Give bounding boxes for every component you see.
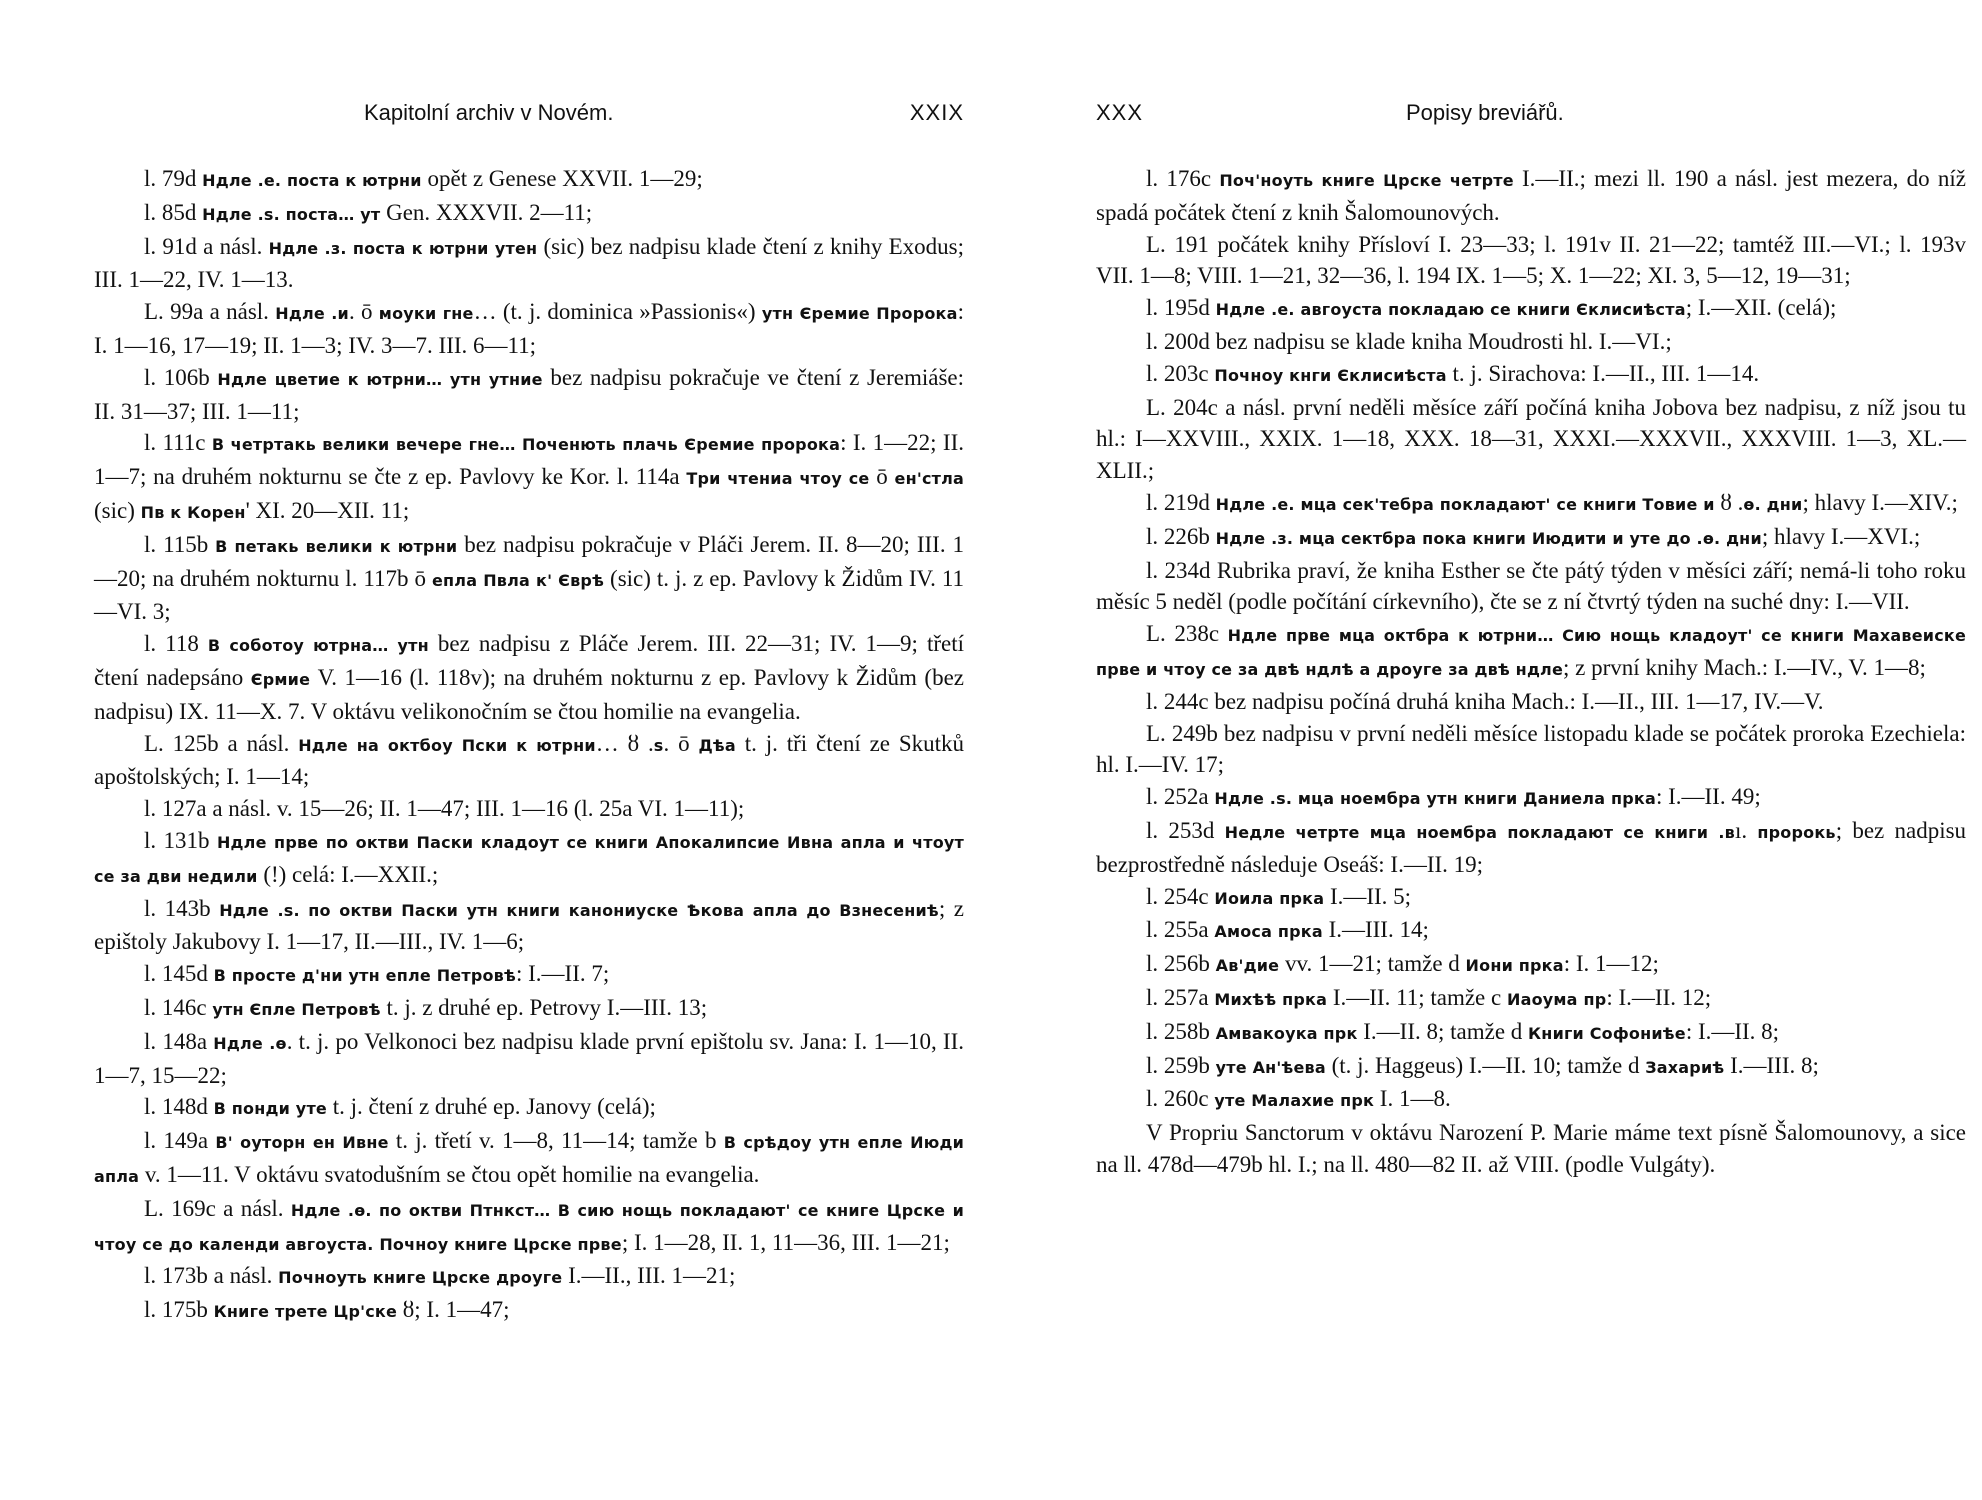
slavonic-text: Амоса прка <box>1214 922 1323 942</box>
slavonic-text: Книги Софониѣе <box>1528 1023 1686 1043</box>
left-running-head <box>94 100 964 130</box>
paragraph: l. 146c утн Єпле Петровѣ t. j. z druhé ep. Petrovy I.—III. 13; <box>144 994 708 1020</box>
paragraph: l. 203c Почноу кнги Єклисиѣста t. j. Sirachova: I.—II., III. 1—14. <box>1146 360 1760 386</box>
paragraph: l. 256b Ав'дие vv. 1—21; tamže d Иони прка: I. 1—12; <box>1146 951 1659 977</box>
paragraph: l. 111c В четртакь велики вечере гне… Поченють плачь Єремие пророка: I. 1—22; II. 1—7; na druhém nokturnu se čte z ep. Pavlovy ke Kor. l. 114a Три чтениа чтоу се ō ен'стла (sic) Пв к Корен' XI. 20—XII. 11; <box>94 430 965 523</box>
paragraph: L. 169c a násl. Ндле .ѳ. по октви Птнкст… В сию нощь покладают' се книге Црске и чтоу се до календи авгоуста. Почноу книге Црске прве; I. 1—28, II. 1, 11—36, III. 1—21; <box>94 1195 964 1255</box>
slavonic-text: епла Пвла к' Єврѣ <box>431 570 605 590</box>
slavonic-text: ен'стла <box>894 469 965 489</box>
slavonic-text: Ндле .ѳ <box>213 1033 287 1053</box>
slavonic-text: Книге трете Цр'ске <box>213 1302 398 1322</box>
paragraph: L. 204c a násl. první neděli měsíce září počíná kniha Jobova bez nadpisu, z níž jsou tu hl.: I—XXVIII., XXIX. 1—18, XXX. 18—31, XXXI.—XXXVII., XXXVIII. 1—3, XL.—XLII.; <box>1096 394 1966 484</box>
slavonic-text: утн Єремие Пророка <box>761 304 958 324</box>
paragraph: L. 125b a násl. Ндле на октбоу Пски к ютрни… ȣ .ѕ. ō Дѣа t. j. tři čtení ze Skutků apoštolských; I. 1—14; <box>94 730 965 790</box>
paragraph: l. 127a a násl. v. 15—26; II. 1—47; III. 1—16 (l. 25a VI. 1—11); <box>144 796 745 822</box>
slavonic-text: Захариѣ <box>1645 1057 1725 1077</box>
slavonic-text: Пв к Корен <box>140 502 246 522</box>
slavonic-text: Ндле .е. поста к ютрни <box>202 171 422 190</box>
paragraph: l. 143b Ндле .ѕ. по октви Паски утн книги канониуске Ѣкова апла до Взнесениѣ; z epištoly Jakubovy I. 1—17, II.—III., IV. 1—6; <box>94 895 964 955</box>
slavonic-text: Почноу кнги Єклисиѣста <box>1214 365 1447 385</box>
slavonic-text: В' оуторн ен Ивне <box>215 1133 389 1153</box>
paragraph: l. 149a В' оуторн ен Ивне t. j. třetí v. 1—8, 11—14; tamže b В срѣдоу утн епле Июди апла v. 1—11. V oktávu svatodušním se čtou opět homilie na evangelia. <box>94 1128 964 1187</box>
slavonic-text: Єрмие <box>250 669 311 689</box>
paragraph: l. 115b В петакь велики к ютрни bez nadpisu pokračuje v Pláči Jerem. II. 8—20; III. 1—20; na druhém nokturnu l. 117b ō епла Пвла к' Єврѣ (sic) t. j. z ep. Pavlovy k Židům IV. 11—VI. 3; <box>94 531 964 625</box>
slavonic-text: Ндле .и <box>275 304 349 324</box>
paragraph: l. 148d В понди уте t. j. čtení z druhé ep. Janovy (celá); <box>144 1094 656 1120</box>
slavonic-text: Ндле прве по октви Паски кладоут се книги Апокалипсие Ивна апла и чтоут се за дви недили <box>94 832 965 886</box>
paragraph: l. 257a Михѣѣ прка I.—II. 11; tamže c Иаоума пр: I.—II. 12; <box>1146 984 1712 1010</box>
slavonic-text: В соботоу ютрна… утн <box>207 636 429 656</box>
right-page-title: Popisy breviářů. <box>1406 100 1564 125</box>
paragraph: l. 145d В просте д'ни утн епле Петровѣ: I.—II. 7; <box>144 961 610 987</box>
left-page <box>94 0 964 1500</box>
slavonic-text: ѳ. дни <box>1743 494 1803 514</box>
slavonic-text: Ндле на октбоу Пски к ютрни <box>298 735 596 755</box>
paragraph: l. 234d Rubrika praví, že kniha Esther se čte pátý týden v měsíci září; nemá-li toho roku měsíc 5 neděl (podle počítání církevního), čte se z ní čtvrtý týden na suché dny: I.—VII. <box>1096 557 1966 615</box>
slavonic-text: В просте д'ни утн епле Петровѣ <box>213 966 516 986</box>
slavonic-text: В четртакь велики вечере гне… Поченють плачь Єремие пророка <box>211 435 841 455</box>
slavonic-text: Почноуть книге Црске дроуге <box>278 1268 563 1288</box>
slavonic-text: моуки гне <box>378 304 474 324</box>
slavonic-text: Ав'дие <box>1215 956 1280 976</box>
slavonic-text: ѕ <box>653 735 664 755</box>
slavonic-text: В понди уте <box>213 1099 327 1119</box>
slavonic-text: Иони прка <box>1465 956 1564 976</box>
left-page-text <box>94 163 964 1328</box>
slavonic-text: Ндле .е. мца сек'тебра покладают' се книги Товие и <box>1215 494 1715 514</box>
paragraph: l. 252a Ндле .ѕ. мца ноембра утн книги Даниела прка: I.—II. 49; <box>1146 784 1761 810</box>
paragraph: l. 195d Ндле .е. авгоуста покладаю се книги Єклисиѣста; I.—XII. (celá); <box>1146 295 1837 321</box>
paragraph: l. 91d a násl. Ндле .з. поста к ютрни утен (sic) bez nadpisu klade čtení z knihy Exodus; III. 1—22, IV. 1—13. <box>94 233 964 293</box>
paragraph: l. 173b a násl. Почноуть книге Црске дроуге I.—II., III. 1—21; <box>144 1263 736 1289</box>
slavonic-text: Ндле .ѕ. мца ноембра утн книги Даниела прка <box>1214 789 1656 809</box>
paragraph: L. 249b bez nadpisu v první neděli měsíce listopadu klade se počátek proroka Ezechiela: hl. I.—IV. 17; <box>1096 720 1966 778</box>
paragraph: l. 148a Ндле .ѳ. t. j. po Velkonoci bez nadpisu klade první epištolu sv. Jana: I. 1—10, II. 1—7, 15—22; <box>94 1028 964 1088</box>
slavonic-text: Ндле .з. поста к ютрни утен <box>268 238 538 258</box>
slavonic-text: Недле четрте мца ноембра покладают се книги .в <box>1224 822 1735 842</box>
left-page-title: Kapitolní archiv v Novém. <box>364 100 614 125</box>
slavonic-text: Дѣа <box>698 735 736 755</box>
right-page-text <box>1096 163 1966 1181</box>
slavonic-text: Ндле .е. авгоуста покладаю се книги Єклисиѣста <box>1215 300 1686 320</box>
paragraph: l. 131b Ндле прве по октви Паски кладоут се книги Апокалипсие Ивна апла и чтоут се за дви недили (!) celá: I.—XXII.; <box>94 827 965 887</box>
left-page-number: XXIX <box>909 100 964 125</box>
slavonic-text: Иаоума пр <box>1506 989 1607 1009</box>
slavonic-text: Поч'ноуть книге Црске четрте <box>1219 171 1514 190</box>
paragraph: V Propriu Sanctorum v oktávu Narození P. Marie máme text písně Šalomounovy, a sice na ll. 478d—479b hl. I.; na ll. 480—82 II. až VIII. (podle Vulgáty). <box>1096 1120 1966 1177</box>
slavonic-text: пророкь <box>1757 822 1836 842</box>
slavonic-text: Ндле .ѕ. поста… ут <box>202 204 381 224</box>
paragraph: l. 259b уте Ан'ѣева (t. j. Haggeus) I.—II. 10; tamže d Захариѣ I.—III. 8; <box>1146 1052 1819 1078</box>
paragraph: l. 219d Ндле .е. мца сек'тебра покладают' се книги Товие и ȣ .ѳ. дни; hlavy I.—XIV.; <box>1146 489 1958 515</box>
paragraph: l. 200d bez nadpisu se klade kniha Moudrosti hl. I.—VI.; <box>1146 328 1672 354</box>
paragraph: l. 260c уте Малахие прк I. 1—8. <box>1146 1086 1451 1112</box>
slavonic-text: В петакь велики к ютрни <box>215 536 458 556</box>
slavonic-text: уте Малахие прк <box>1214 1091 1375 1111</box>
slavonic-text: утн Єпле Петровѣ <box>212 999 381 1019</box>
slavonic-text: В срѣдоу утн епле Июди апла <box>94 1133 964 1186</box>
paragraph: l. 226b Ндле .з. мца сектбра пока книги Июдити и уте до .ѳ. дни; hlavy I.—XVI.; <box>1146 523 1921 549</box>
paragraph: l. 79d Ндле .е. поста к ютрни opět z Genese XXVII. 1—29; <box>144 166 703 191</box>
slavonic-text: Михѣѣ прка <box>1214 989 1328 1009</box>
slavonic-text: Ндле .ѳ. по октви Птнкст… В сию нощь покладают' се книге Црске и чтоу се до календи авгоуста. Почноу книге Црске прве <box>94 1200 964 1254</box>
paragraph: L. 99a a násl. Ндле .и. ō моуки гне… (t. j. dominica »Passionis«) утн Єремие Пророка: I. 1—16, 17—19; II. 1—3; IV. 3—7. III. 6—11; <box>94 299 965 358</box>
slavonic-text: уте Ан'ѣева <box>1215 1057 1326 1077</box>
slavonic-text: Ндле цветие к ютрни… утн утние <box>217 369 543 389</box>
slavonic-text: Ндле .ѕ. по октви Паски утн книги канониуске Ѣкова апла до Взнесениѣ <box>219 900 939 920</box>
paragraph: l. 254c Иоила прка I.—II. 5; <box>1146 883 1412 909</box>
right-page-number: XXX <box>1096 100 1144 125</box>
slavonic-text: Ндле .з. мца сектбра пока книги Июдити и уте до .ѳ. дни <box>1215 528 1762 548</box>
slavonic-text: Амвакоука прк <box>1215 1023 1358 1043</box>
paragraph: l. 176c Поч'ноуть книге Црске четрте I.—II.; mezi ll. 190 a násl. jest mezera, do níž spadá počátek čtení z knih Šalomounových. <box>1096 166 1966 225</box>
paragraph: L. 191 počátek knihy Přísloví I. 23—33; l. 191v II. 21—22; tamtéž III.—VI.; l. 193v VII. 1—8; VIII. 1—21, 32—36, l. 194 IX. 1—5; X. 1—22; XI. 3, 5—12, 19—31; <box>1096 231 1966 289</box>
paragraph: l. 244c bez nadpisu počíná druhá kniha Mach.: I.—II., III. 1—17, IV.—V. <box>1146 688 1824 714</box>
paragraph: l. 118 В соботоу ютрна… утн bez nadpisu z Pláče Jerem. III. 22—31; IV. 1—9; třetí čtení nadepsáno Єрмие V. 1—16 (l. 118v); na druhém nokturnu z ep. Pavlovy k Židům (bez nadpisu) IX. 11—X. 7. V oktávu velikonočním se čtou homilie na evangelia. <box>94 631 964 724</box>
slavonic-text: Три чтениа чтоу се <box>686 469 870 489</box>
right-page <box>1096 0 1966 1500</box>
right-running-head <box>1096 100 1966 130</box>
slavonic-text: Ндле прве мца октбра к ютрни… Сию нощь кладоут' се книги Махавеиске прве и чтоу се за двѣ ндлѣ а дроуге за двѣ ндле <box>1096 626 1966 679</box>
paragraph: l. 106b Ндле цветие к ютрни… утн утние bez nadpisu pokračuje ve čtení z Jeremiáše: II. 31—37; III. 1—11; <box>94 364 965 424</box>
paragraph: l. 258b Амвакоука прк I.—II. 8; tamže d Книги Софониѣе: I.—II. 8; <box>1146 1018 1780 1044</box>
slavonic-text: Иоила прка <box>1214 888 1325 908</box>
paragraph: L. 238c Ндле прве мца октбра к ютрни… Сию нощь кладоут' се книги Махавеиске прве и чтоу се за двѣ ндлѣ а дроуге за двѣ ндле; z první knihy Mach.: I.—IV., V. 1—8; <box>1096 621 1966 680</box>
paragraph: l. 85d Ндле .ѕ. поста… ут Gen. XXXVII. 2—11; <box>144 199 593 225</box>
paragraph: l. 253d Недле четрте мца ноембра покладают се книги .вı. пророкь; bez nadpisu bezprostředně následuje Oseáš: I.—II. 19; <box>1096 817 1967 877</box>
paragraph: l. 175b Книге трете Цр'ске ȣ; I. 1—47; <box>144 1297 510 1323</box>
paragraph: l. 255a Амоса прка I.—III. 14; <box>1146 917 1429 943</box>
